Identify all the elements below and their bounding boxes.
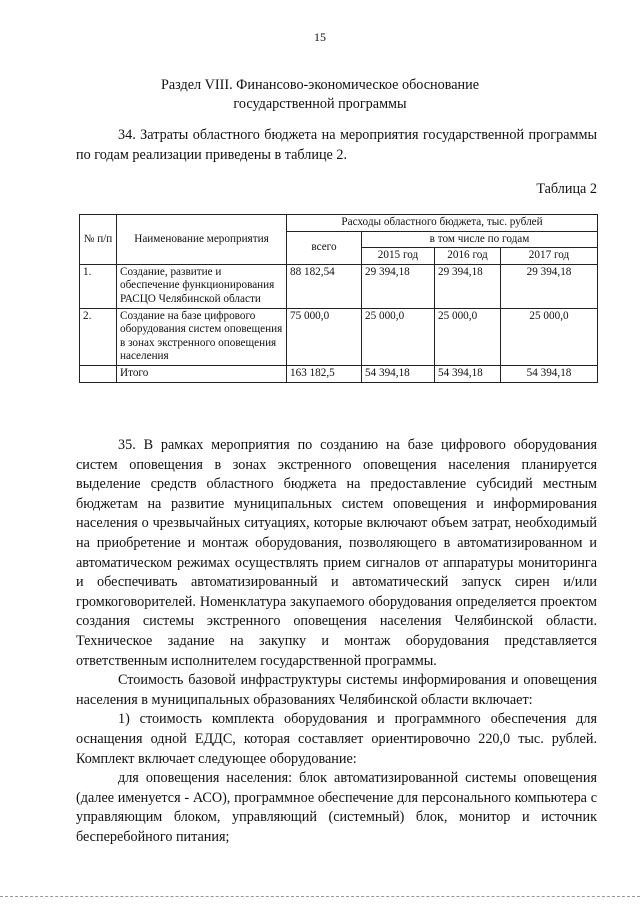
row-total: 163 182,5 [287, 365, 362, 382]
row-name: Создание, развитие и обеспечение функционирования РАСЦО Челябинской области [117, 264, 287, 308]
expenses-table [79, 214, 598, 383]
table-row-total [80, 365, 598, 382]
header-including: в том числе по годам [362, 231, 598, 248]
row-2015: 54 394,18 [362, 365, 435, 382]
header-expenses: Расходы областного бюджета, тыс. рублей [287, 215, 598, 232]
row-name: Итого [117, 365, 287, 382]
row-total: 88 182,54 [287, 264, 362, 308]
row-2016: 25 000,0 [435, 308, 501, 365]
row-2017: 54 394,18 [501, 365, 598, 382]
row-num [80, 365, 117, 382]
row-2016: 54 394,18 [435, 365, 501, 382]
paragraph-35-text: 35. В рамках мероприятия по созданию на базе цифрового оборудования систем оповещения в зонах экстренного оповещения населения планируется выделение средств областного бюджета на предоставление субсидий местным бюджетам на развитие муниципальных систем оповещения и информирования населения о чрезвычайных ситуациях, которые включают объем затрат, необходимый на приобретение и монтаж оборудования, позволяющего в автоматизированном и автоматическом режимах осуществлять прием сигналов от аппаратуры мониторинга и обеспечивать автоматизированный и автоматический запуск сирен и/или громкоговорителей. Номенклатура закупаемого оборудования определяется проектом создания системы экстренного оповещения населения Челябинской области. Техническое задание на закупку и монтаж оборудования представляется ответственным исполнителем государственной программы. [76, 437, 597, 669]
header-name: Наименование мероприятия [117, 215, 287, 265]
header-total: всего [287, 231, 362, 264]
table-label: Таблица 2 [536, 181, 597, 197]
paragraph-34-text: 34. Затраты областного бюджета на мероприятия государственной программы по годам реализации приведены в таблице 2. [76, 127, 597, 163]
page-number: 15 [314, 30, 326, 44]
section-heading-line1: Раздел VIII. Финансово-экономическое обоснование [160, 77, 480, 93]
table-row [80, 264, 598, 308]
row-num: 1. [80, 264, 117, 308]
row-2016: 29 394,18 [435, 264, 501, 308]
row-2015: 29 394,18 [362, 264, 435, 308]
table-row [80, 308, 598, 365]
header-year-2016: 2016 год [435, 248, 501, 265]
row-2017: 25 000,0 [501, 308, 598, 365]
row-2015: 25 000,0 [362, 308, 435, 365]
paragraph-35-block [76, 436, 597, 847]
paragraph-notify-text: для оповещения населения: блок автоматизированной системы оповещения (далее именуется - АСО), программное обеспечение для персонального компьютера с управляющим блоком, управляющий (системный) блок, монитор и источник бесперебойного питания; [76, 770, 597, 845]
row-name: Создание на базе цифрового оборудования систем оповещения в зонах экстренного оповещения населения [117, 308, 287, 365]
header-year-2017: 2017 год [501, 248, 598, 265]
header-year-2015: 2015 год [362, 248, 435, 265]
header-num: № п/п [80, 215, 117, 265]
row-num: 2. [80, 308, 117, 365]
paragraph-34 [76, 126, 597, 165]
paragraph-cost-text: Стоимость базовой инфраструктуры системы информирования и оповещения населения в муниципальных образованиях Челябинской области включает: [76, 672, 597, 708]
row-total: 75 000,0 [287, 308, 362, 365]
section-heading-line2: государственной программы [233, 96, 407, 112]
section-heading [0, 76, 640, 114]
paragraph-item1-text: 1) стоимость комплекта оборудования и программного обеспечения для оснащения одной ЕДДС, которая составляет ориентировочно 220,0 тыс. рублей. Комплект включает следующее оборудование: [76, 711, 597, 767]
row-2017: 29 394,18 [501, 264, 598, 308]
page-bottom-edge [0, 896, 640, 897]
